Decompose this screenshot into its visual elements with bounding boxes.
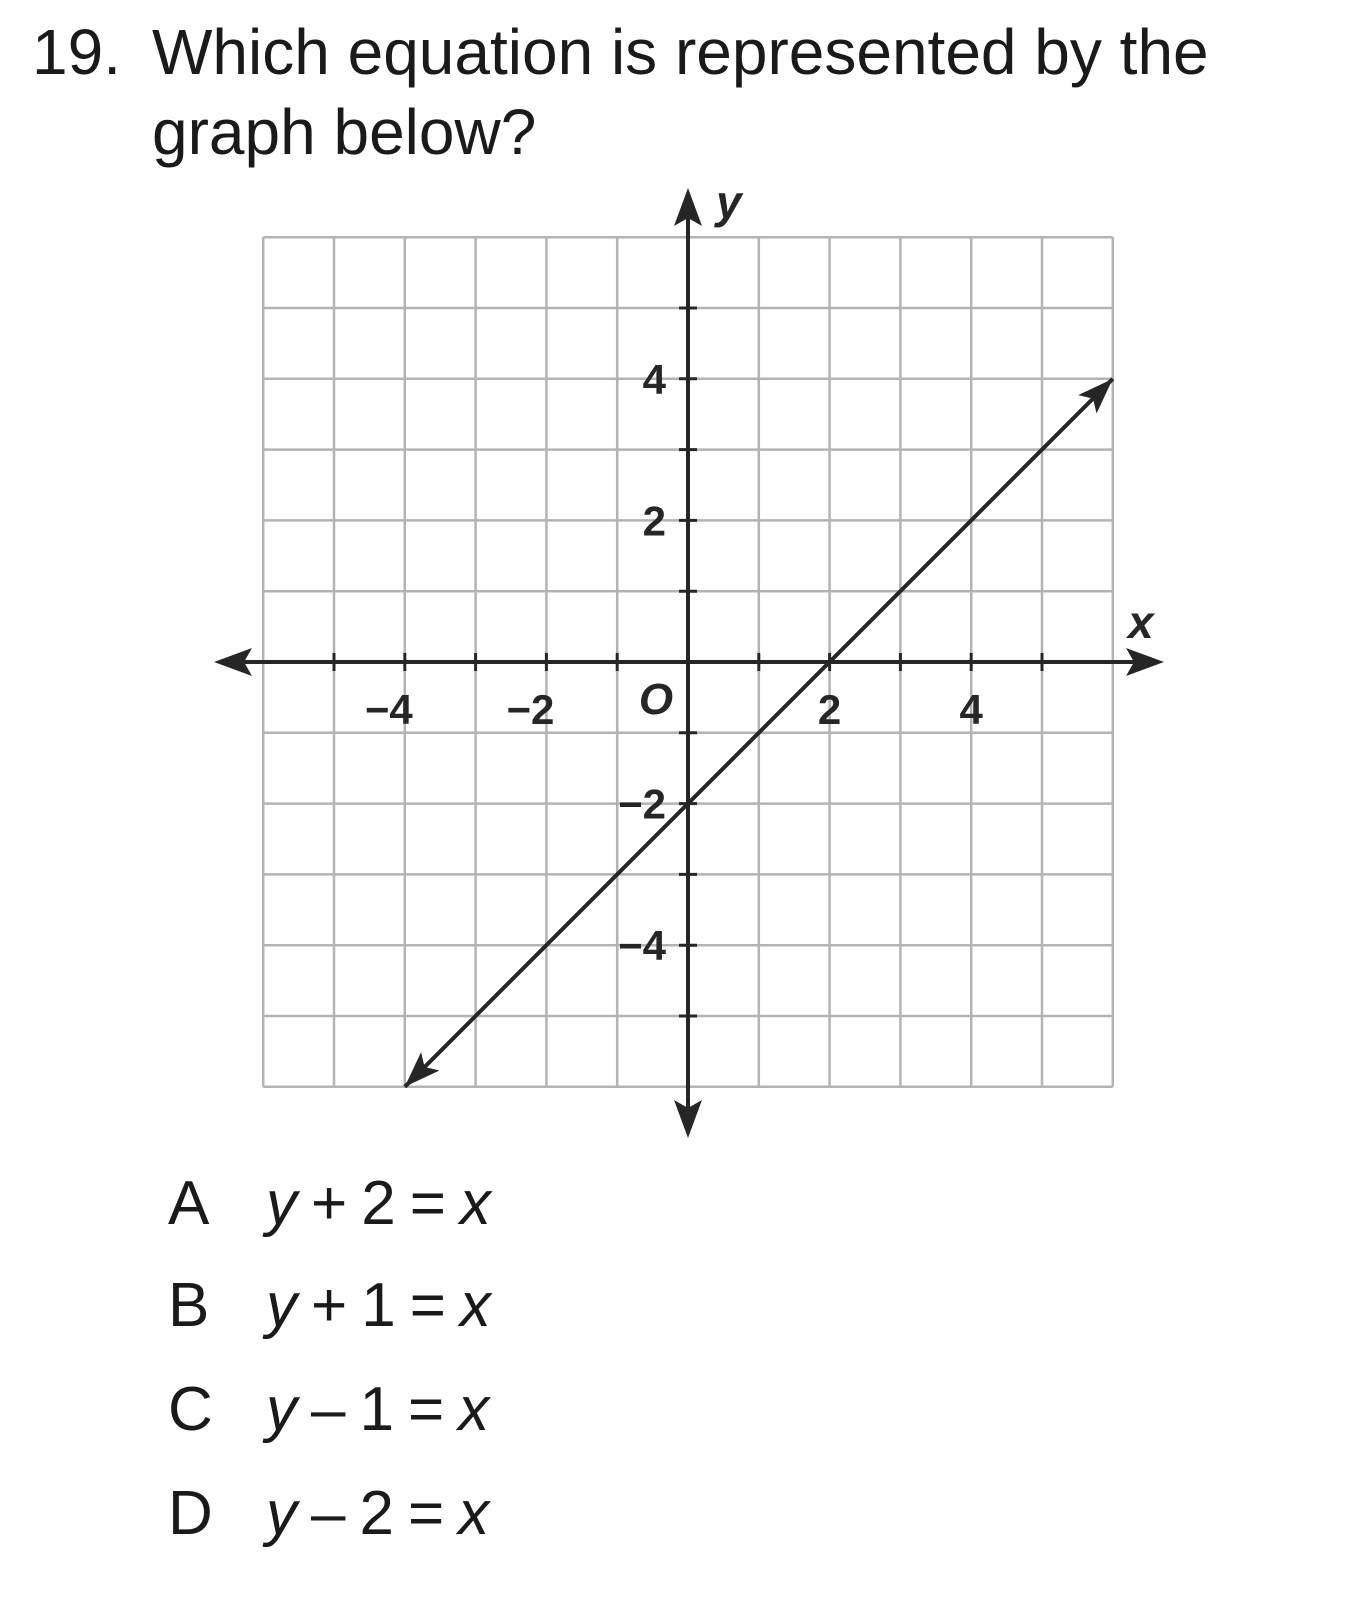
eq-number: 2 — [359, 1479, 394, 1548]
eq-lhs-var: y — [266, 1271, 297, 1340]
tick-labels — [365, 176, 1156, 969]
eq-operator: + — [311, 1271, 348, 1340]
y-tick-label: −2 — [618, 780, 666, 828]
question-number: 19. — [32, 16, 121, 88]
choice-b[interactable] — [168, 1266, 491, 1346]
choice-letter: C — [168, 1375, 213, 1444]
choice-a[interactable] — [168, 1164, 491, 1244]
choice-equation — [266, 1266, 491, 1346]
eq-lhs-var: y — [266, 1169, 297, 1238]
eq-lhs-var: y — [266, 1375, 297, 1444]
axes — [214, 188, 1164, 1138]
choice-letter: B — [168, 1271, 210, 1340]
choice-c[interactable] — [168, 1370, 489, 1450]
choice-equation — [266, 1370, 489, 1450]
choice-letter: D — [168, 1479, 213, 1548]
eq-equals: = — [409, 1169, 446, 1238]
eq-operator: + — [311, 1169, 348, 1238]
eq-number: 1 — [361, 1271, 396, 1340]
eq-rhs-var: x — [458, 1479, 490, 1548]
x-tick-label: −2 — [506, 686, 555, 733]
y-axis-label: y — [716, 176, 742, 228]
eq-lhs-var: y — [266, 1479, 297, 1548]
question-text: Which equation is represented by the graph below? — [152, 16, 1209, 168]
choice-equation — [266, 1164, 491, 1244]
eq-number: 2 — [361, 1169, 396, 1238]
eq-rhs-var: x — [459, 1271, 491, 1340]
eq-rhs-var: x — [458, 1375, 490, 1444]
choice-d[interactable] — [168, 1474, 489, 1554]
eq-operator: – — [311, 1479, 346, 1548]
y-tick-label: 2 — [642, 497, 666, 545]
eq-equals: = — [407, 1479, 445, 1548]
choice-letter: A — [168, 1169, 210, 1238]
origin-label: O — [638, 675, 674, 724]
eq-operator: – — [311, 1375, 346, 1444]
choice-equation — [266, 1474, 489, 1554]
eq-number: 1 — [359, 1375, 394, 1444]
eq-equals: = — [409, 1271, 446, 1340]
x-tick-label: 2 — [817, 686, 842, 733]
y-tick-label: −4 — [618, 922, 666, 970]
x-tick-label: 4 — [959, 686, 983, 733]
x-axis-label: x — [1128, 596, 1154, 648]
eq-rhs-var: x — [459, 1169, 491, 1238]
eq-equals: = — [407, 1375, 445, 1444]
y-tick-label: 4 — [642, 355, 666, 403]
x-tick-label: −4 — [364, 686, 413, 733]
